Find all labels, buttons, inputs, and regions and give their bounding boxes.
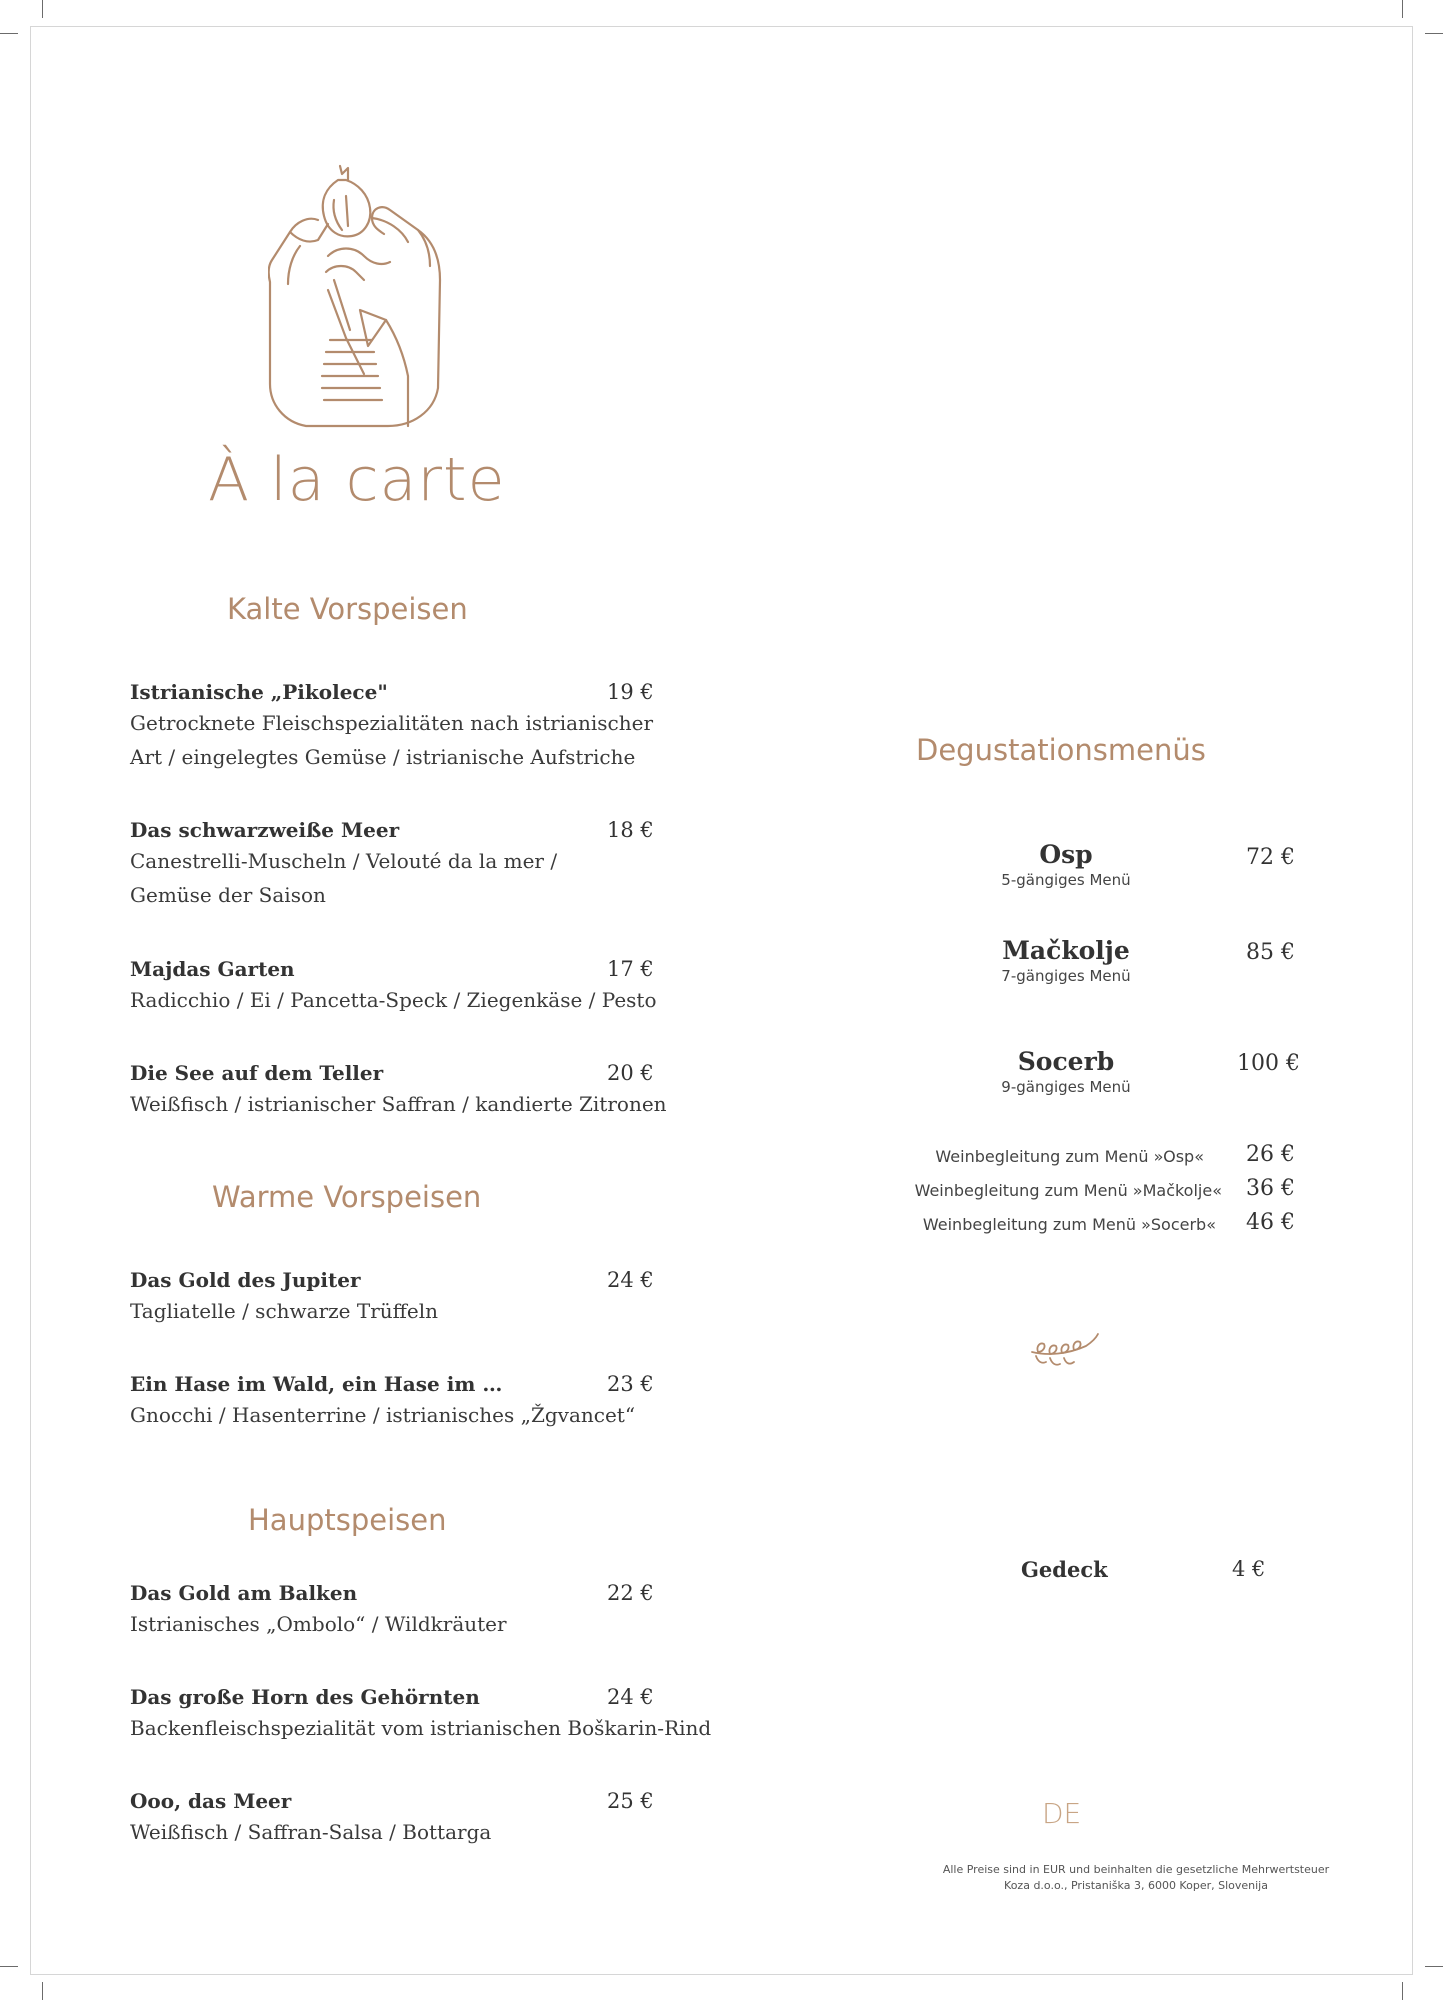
dish-item <box>130 1789 730 1849</box>
dish-price: 17 € <box>607 957 654 981</box>
dish-desc <box>130 1087 730 1121</box>
crop-mark <box>1402 0 1403 18</box>
language-indicator: DE <box>1042 1797 1082 1830</box>
tasting-menu-item <box>916 1047 1216 1096</box>
dish-name: Das schwarzweiße Meer <box>130 818 400 842</box>
crop-mark <box>1425 33 1443 34</box>
dish-price: 22 € <box>607 1581 654 1605</box>
dish-price: 19 € <box>607 680 654 704</box>
dish-desc <box>130 983 730 1017</box>
wine-pairing-price: 36 € <box>1246 1176 1295 1201</box>
footer-address: Koza d.o.o., Pristaniška 3, 6000 Koper, Slovenija <box>1004 1879 1268 1892</box>
dish-price: 25 € <box>607 1789 654 1813</box>
wine-pairing-label: Weinbegleitung zum Menü »Osp« <box>935 1147 1204 1166</box>
cover-charge-label: Gedeck <box>1021 1557 1108 1582</box>
page-title: À la carte <box>208 445 506 515</box>
dish-desc-line: Tagliatelle / schwarze Trüffeln <box>130 1299 438 1323</box>
dish-item <box>130 818 730 912</box>
section-title-haupt: Hauptspeisen <box>248 1503 447 1537</box>
dish-item <box>130 1685 730 1745</box>
dish-desc-line: Weißfisch / Saffran-Salsa / Bottarga <box>130 1820 492 1844</box>
dish-desc-line: Radicchio / Ei / Pancetta-Speck / Ziegenkäse / Pesto <box>130 988 657 1012</box>
dish-desc-line: Istrianisches „Ombolo“ / Wildkräuter <box>130 1612 507 1636</box>
leaf-sprig-icon <box>1028 1330 1103 1370</box>
crop-mark <box>0 33 18 34</box>
dish-item <box>130 1061 730 1121</box>
dish-price: 18 € <box>607 818 654 842</box>
dish-desc-line: Art / eingelegtes Gemüse / istrianische Aufstriche <box>130 745 636 769</box>
menu-courses: 9-gängiges Menü <box>1001 1078 1131 1096</box>
menu-price: 85 € <box>1246 940 1295 965</box>
dish-desc-line: Gnocchi / Hasenterrine / istrianisches „Žgvancet“ <box>130 1403 636 1427</box>
wine-pairing-price: 26 € <box>1246 1142 1295 1167</box>
dish-name: Das große Horn des Gehörnten <box>130 1685 480 1709</box>
dish-price: 24 € <box>607 1685 654 1709</box>
dish-price: 20 € <box>607 1061 654 1085</box>
dish-price: 24 € <box>607 1268 654 1292</box>
dish-item <box>130 1372 730 1432</box>
dish-desc <box>130 844 730 912</box>
wine-pairing-label: Weinbegleitung zum Menü »Mačkolje« <box>914 1181 1222 1200</box>
dish-name: Das Gold am Balken <box>130 1581 358 1605</box>
section-title-warme: Warme Vorspeisen <box>212 1180 482 1214</box>
menu-courses: 5-gängiges Menü <box>1001 871 1131 889</box>
dish-name: Das Gold des Jupiter <box>130 1268 361 1292</box>
dish-desc <box>130 1711 730 1745</box>
crop-mark <box>42 1982 43 2000</box>
crop-mark <box>1425 1966 1443 1967</box>
menu-price: 72 € <box>1246 845 1295 870</box>
dish-item <box>130 957 730 1017</box>
dish-name: Majdas Garten <box>130 957 295 981</box>
crop-mark <box>42 0 43 18</box>
wine-pairing-price: 46 € <box>1246 1210 1295 1235</box>
dish-item <box>130 1581 730 1641</box>
dish-item <box>130 680 730 774</box>
tasting-menu-item <box>916 840 1216 889</box>
dish-desc <box>130 1815 730 1849</box>
dish-name: Istrianische „Pikolece" <box>130 680 388 704</box>
dish-desc <box>130 1294 730 1328</box>
dish-price: 23 € <box>607 1372 654 1396</box>
dish-desc-line: Gemüse der Saison <box>130 883 326 907</box>
dish-desc-line: Backenfleischspezialität vom istrianischen Boškarin-Rind <box>130 1716 712 1740</box>
crop-mark <box>1402 1982 1403 2000</box>
dish-desc-line: Getrocknete Fleischspezialitäten nach istrianischer <box>130 711 654 735</box>
section-title-kalte: Kalte Vorspeisen <box>227 592 468 626</box>
dish-name: Die See auf dem Teller <box>130 1061 384 1085</box>
dish-desc <box>130 1398 730 1432</box>
dish-desc <box>130 1607 730 1641</box>
dish-desc-line: Weißfisch / istrianischer Saffran / kandierte Zitronen <box>130 1092 667 1116</box>
dish-desc-line: Canestrelli-Muscheln / Velouté da la mer / <box>130 849 558 873</box>
dish-item <box>130 1268 730 1328</box>
menu-price: 100 € <box>1237 1051 1300 1076</box>
dish-name: Ein Hase im Wald, ein Hase im … <box>130 1372 503 1396</box>
section-title-degustation: Degustationsmenüs <box>916 733 1206 767</box>
tasting-menu-item <box>916 936 1216 985</box>
dish-desc <box>130 706 730 774</box>
menu-name: Mačkolje <box>1002 936 1130 965</box>
wine-pairing-label: Weinbegleitung zum Menü »Socerb« <box>922 1215 1216 1234</box>
cover-charge-price: 4 € <box>1232 1557 1266 1581</box>
footer-tax-note: Alle Preise sind in EUR und beinhalten die gesetzliche Mehrwertsteuer <box>942 1863 1330 1876</box>
dish-name: Ooo, das Meer <box>130 1789 292 1813</box>
menu-courses: 7-gängiges Menü <box>1001 967 1131 985</box>
crop-mark <box>0 1966 18 1967</box>
hands-garlic-logo-icon <box>268 160 443 435</box>
menu-name: Socerb <box>1017 1047 1115 1076</box>
menu-name: Osp <box>1039 840 1093 869</box>
